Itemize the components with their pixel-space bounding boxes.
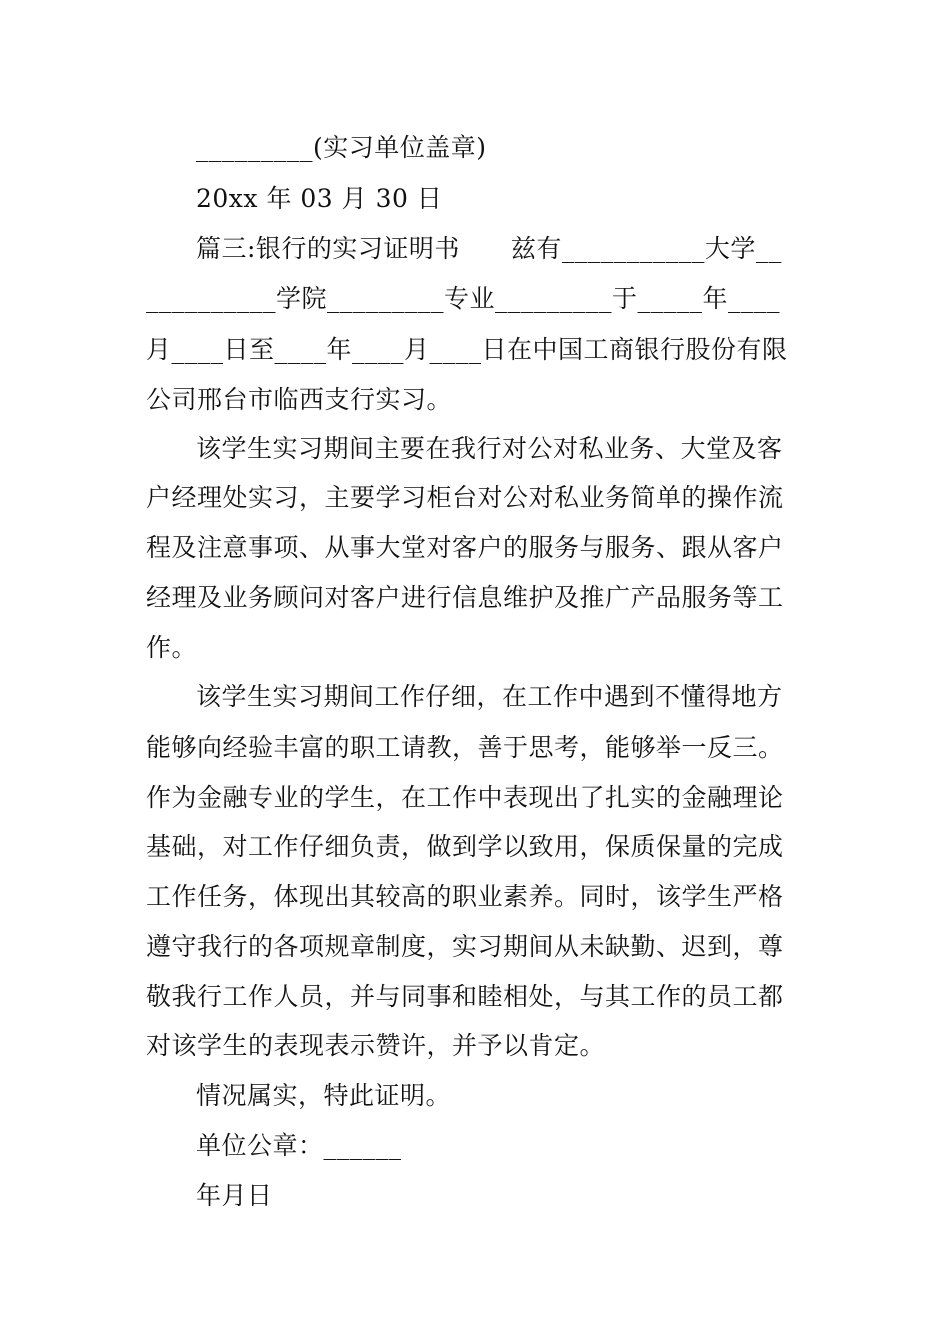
seal-line: _________(实习单位盖章) (196, 133, 487, 162)
paragraph-1-line: 作。 (146, 633, 198, 662)
paragraph-1-line: 该学生实习期间主要在我行对公对私业务、大堂及客 (196, 434, 783, 463)
paragraph-2-line: 敬我行工作人员，并与同事和睦相处，与其工作的员工都 (146, 982, 784, 1011)
paragraph-1-line: 经理及业务顾问对客户进行信息维护及推广产品服务等工 (146, 583, 784, 612)
paragraph-2-line: 该学生实习期间工作仔细，在工作中遇到不懂得地方 (196, 682, 783, 711)
closing-date-line: 年月日 (196, 1181, 273, 1210)
certification-line: 情况属实，特此证明。 (196, 1081, 452, 1110)
body-line: __________学院_________专业_________于_____年____ (146, 284, 781, 313)
body-line: 月____日至____年____月____日在中国工商银行股份有限 (146, 335, 788, 364)
paragraph-1-line: 程及注意事项、从事大堂对客户的服务与服务、跟从客户 (146, 533, 784, 562)
date-line: 20xx 年 03 月 30 日 (196, 184, 443, 213)
paragraph-2-line: 作为金融专业的学生，在工作中表现出了扎实的金融理论 (146, 783, 784, 812)
paragraph-2-line: 能够向经验丰富的职工请教，善于思考，能够举一反三。 (146, 733, 784, 762)
unit-seal-line: 单位公章：______ (196, 1131, 402, 1160)
paragraph-1-line: 户经理处实习，主要学习柜台对公对私业务简单的操作流 (146, 483, 784, 512)
section-title-line: 篇三:银行的实习证明书 兹有___________大学__ (196, 234, 782, 263)
paragraph-2-line: 工作任务，体现出其较高的职业素养。同时，该学生严格 (146, 882, 784, 911)
body-line: 公司邢台市临西支行实习。 (146, 385, 453, 414)
paragraph-2-line: 对该学生的表现表示赞许，并予以肯定。 (146, 1031, 606, 1060)
paragraph-2-line: 基础，对工作仔细负责，做到学以致用，保质保量的完成 (146, 832, 784, 861)
paragraph-2-line: 遵守我行的各项规章制度，实习期间从未缺勤、迟到，尊 (146, 932, 784, 961)
